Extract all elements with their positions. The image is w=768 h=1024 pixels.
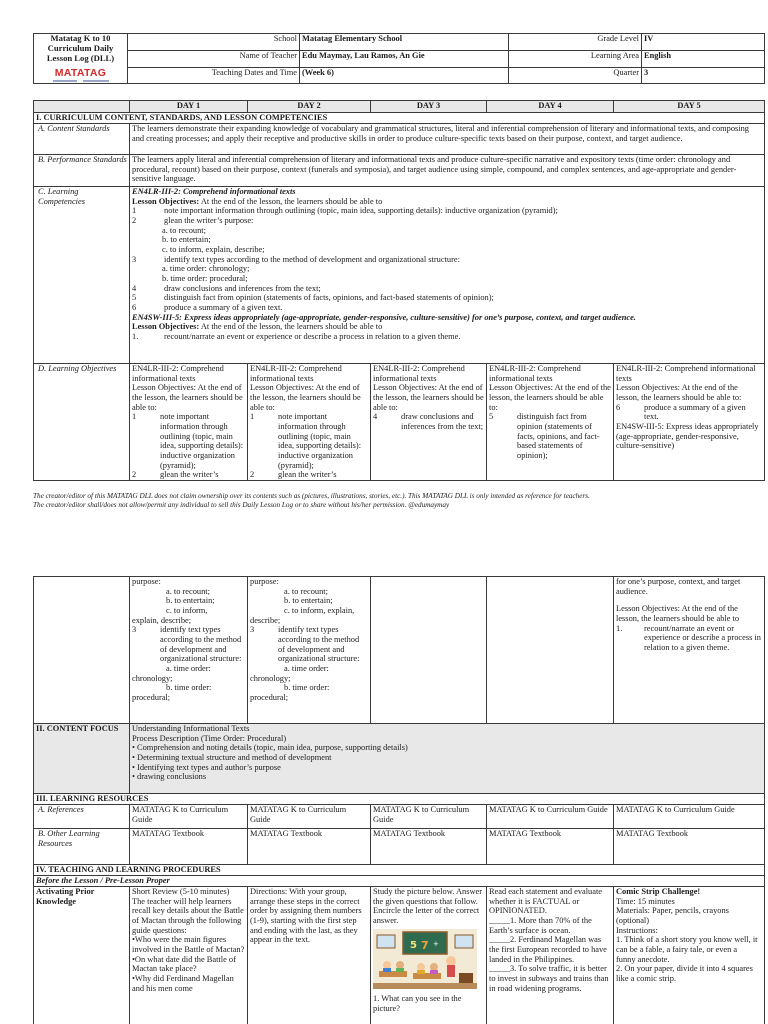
section-resources-heading: III. LEARNING RESOURCES [34,794,765,805]
school-label: School [128,34,300,51]
learning-area-value: English [642,50,765,67]
item-number: 2 [132,215,137,225]
activity-text: 2. On your paper, divide it into 4 squares [616,964,753,974]
day-5-header: DAY 5 [614,101,765,113]
item-text: glean the writer’s [160,470,219,480]
objective-lead: Lesson Objectives: At the end of the lesson, the learners should be able to: [373,383,484,412]
grade-level-value: IV [642,34,765,51]
objective-lead: Lesson Objectives: At the end of the lesson, the learners should be able to: [250,383,361,412]
other-resource-day-1: MATATAG Textbook [130,829,248,865]
activating-day-5 [614,887,765,1024]
activity-text: •Why did Ferdinand Magellan and his men come [132,973,234,993]
continued-sub: a. time order: [166,663,211,673]
competency-item [132,274,762,284]
item-text: distinguish fact from opinion (statements of facts, opinions, and fact-based statements of opinion); [164,293,494,303]
activity-text: funny anecdote. [616,954,670,964]
objective-code: EN4LR-III-2: Comprehend informational texts [250,364,342,383]
activity-text: like a comic strip. [616,973,677,983]
item-text: produce a summary of a given text. [164,302,283,312]
reference-day-2: MATATAG K to Curriculum Guide [248,805,371,829]
continued-item [616,624,762,653]
competency-2-item [132,332,762,342]
dll-main-table-page2 [33,576,765,1024]
matatag-logo-word: MATATAG [54,66,107,79]
content-focus-bullet: • Comprehension and noting details (topic, main idea, purpose, supporting details) [132,743,408,753]
item-text: identify text types according to the method of development and organizational structure: [160,625,242,664]
svg-text:7: 7 [421,938,429,952]
item-text: identify text types according to the method of development and organizational structure: [164,254,460,264]
competency-item [132,216,762,226]
objectives-lead-2-bold: Lesson Objectives: [132,322,200,332]
objective-code: EN4LR-III-2: Comprehend informational texts [373,364,465,383]
section-curriculum-heading: I. CURRICULUM CONTENT, STANDARDS, AND LESSON COMPETENCIES [34,113,765,124]
objective-item [489,412,611,460]
continued-text: describe; [250,615,281,625]
day-1-header: DAY 1 [130,101,248,113]
item-number: 2 [132,470,137,480]
item-text: recount/narrate an event or experience or describe a process in relation to a given theme. [164,331,461,341]
reference-day-3: MATATAG K to Curriculum Guide [371,805,487,829]
reference-day-4: MATATAG K to Curriculum Guide [487,805,614,829]
objectives-lead-bold: Lesson Objectives: [132,196,200,206]
item-text: glean the writer’s [278,470,337,480]
copyright-note [33,492,764,510]
objectives-day-3 [371,364,487,481]
competency-item [132,226,762,236]
dll-header-table [33,33,765,84]
continued-text: procedural; [250,692,289,702]
objective-lead: Lesson Objectives: At the end of the lesson, the learners should be able to: [489,383,611,412]
activating-day-2: Directions: With your group, arrange these steps in the correct order by assigning them numbers (1-9), starting with the first step and ending with the last, as they appear in the text. [248,887,371,1024]
continued-label-cell [34,577,130,724]
svg-text:5: 5 [410,939,417,951]
day-2-header: DAY 2 [248,101,371,113]
item-text: a. time order: chronology; [162,264,250,274]
teaching-dates-label: Teaching Dates and Time [128,67,300,83]
competency-list [132,206,762,312]
school-value: Matatag Elementary School [300,34,509,51]
item-text: recount/narrate an event or experience or describe a process in relation to a given theme. [644,623,761,652]
teacher-value: Edu Maymay, Lau Ramos, An Gie [300,50,509,67]
activity-text: can be a fable, a fairy tale, or even a [616,944,738,954]
learning-objectives-label: D. Learning Objectives [34,364,130,481]
dll-title: Matatag K to 10 Curriculum Daily Lesson Log (DLL) [46,33,115,63]
activity-text: Instructions: [616,925,658,935]
item-text: glean the writer’s purpose: [164,215,254,225]
continued-text: chronology; [250,673,291,683]
grade-level-label: Grade Level [509,34,642,51]
item-text: note important information through outlining (topic, main idea, supporting details): inductive organization (pyramid); [278,412,362,470]
objective-tail: EN4SW-III-5: Express ideas appropriately (age-appropriate, gender-responsive, culture-sensitive) [616,421,759,451]
item-number: 1 [132,412,137,422]
competency-item [132,235,762,245]
teacher-label: Name of Teacher [128,50,300,67]
objective-item [616,403,762,422]
logo-tagline-icon [53,80,109,83]
performance-standards-text: The learners apply literal and inferential comprehension of literary and informational texts and produce culture-specific narrative and expository texts (time order: chronology and procedural, recount) based on their purpose, context (funerals and symposia), and target audience using simple, compound, and complex sentences, and age-appropriate and gender-sensitive language. [130,155,765,187]
item-text: distinguish fact from opinion (statements of facts, opinions, and fact-based statements of opinion); [517,412,600,460]
activating-day-3 [371,887,487,1024]
objective-code: EN4LR-III-2: Comprehend informational texts [489,364,581,383]
competency-item [132,284,762,294]
dll-title-cell [34,34,128,84]
other-resource-day-4: MATATAG Textbook [487,829,614,865]
competency-code-2-b: purpose, context, and target audience. [504,312,636,322]
activating-prior-knowledge-label: Activating Prior Knowledge [34,887,130,1024]
objective-lead: Lesson Objectives: At the end of the lesson, the learners should be able to: [616,383,742,402]
objectives-day-5 [614,364,765,481]
content-focus-cell [130,724,765,794]
competency-item [132,245,762,255]
competency-code-1: EN4LR-III-2: Comprehend informational texts [132,187,296,196]
competency-item [132,206,762,216]
competency-item [132,255,762,265]
activity-text: •Who were the main figures involved in the Battle of Mactan? [132,935,245,954]
competency-item [132,293,762,303]
competency-objectives-lead [132,197,762,207]
item-number: 1 [250,412,255,422]
objective-item [250,470,368,480]
content-focus-bullet: • Determining textual structure and method of development [132,752,332,762]
competency-item [132,303,762,313]
other-resource-day-2: MATATAG Textbook [248,829,371,865]
activity-text: Time: 15 minutes [616,896,675,906]
continued-objectives-day-5 [614,577,765,724]
continued-sub: b. time order: [284,683,330,693]
continued-objectives-day-1 [130,577,248,724]
activity-text: The teacher will help learners recall key details about the Battle of Mactan through the following guide questions: [132,896,244,935]
continued-item [132,625,245,664]
copyright-note-line-1: The creator/editor of this MATATAG DLL does not claim ownership over its contents such as (pictures, illustrations, stories, etc.). This MATATAG DLL is only intended as reference for teachers. [33,492,590,500]
item-number: 3 [250,625,255,635]
item-number: 6 [616,402,621,412]
continued-sub: a. to recount; [284,586,328,596]
continued-sub: a. to recount; [166,586,210,596]
objectives-day-4 [487,364,614,481]
activating-day-1 [130,887,248,1024]
learning-area-label: Learning Area [509,50,642,67]
activity-text: _____1. More than 70% of the Earth’s surface is ocean. [489,915,592,935]
item-text: identify text types according to the method of development and organizational structure: [278,625,360,664]
continued-sub: b. time order: [166,683,212,693]
item-number: 4 [132,283,137,293]
item-number: 6 [132,302,137,312]
objective-code: EN4LR-III-2: Comprehend informational texts [616,364,756,383]
item-text: b. time order: procedural; [162,273,248,283]
item-number: 4 [373,412,378,422]
continued-objectives-day-3 [371,577,487,724]
activity-text: Study the picture below. Answer the given questions that follow. Encircle the letter of the correct answer. [373,887,483,925]
item-number: 1. [132,331,139,341]
continued-text: purpose: [250,577,279,586]
reference-day-1: MATATAG K to Curriculum Guide [130,805,248,829]
objectives-lead-rest: At the end of the lesson, the learners should be able to [199,196,383,206]
day-header-row [34,101,765,113]
continued-sub: c. to inform, [166,605,208,615]
activity-text: _____2. Ferdinand Magellan was the first European recorded to have landed in the Philippines. [489,935,607,964]
item-number: 3 [132,625,137,635]
content-focus-bullet: • Identifying text types and author’s purpose [132,762,281,772]
continued-text: procedural; [132,692,171,702]
activity-text: Materials: Paper, pencils, crayons (optional) [616,906,729,925]
item-number: 2 [250,470,255,480]
item-number: 5 [489,412,494,422]
quarter-label: Quarter [509,67,642,83]
performance-standards-label: B. Performance Standards [34,155,130,187]
item-number: 5 [132,293,137,303]
reference-day-5: MATATAG K to Curriculum Guide [614,805,765,829]
content-focus-line: Understanding Informational Texts [132,724,250,733]
continued-item [250,625,368,664]
item-text: note important information through outlining (topic, main idea, supporting details): inductive organization (pyramid); [164,206,558,216]
continued-text: explain, describe; [132,615,192,625]
item-text: note important information through outlining (topic, main idea, supporting details): inductive organization (pyramid); [160,412,244,470]
other-resource-day-5: MATATAG Textbook [614,829,765,865]
objective-item [132,470,245,480]
learning-competencies-label: C. Learning Competencies [34,187,130,364]
item-number: 3 [132,254,137,264]
activity-text: •On what date did the Battle of Mactan take place? [132,954,236,974]
competency-code-2-a: EN4SW-III-5: Express ideas appropriately (age-appropriate, gender-responsive, culture-sensitive) for one’s [132,312,505,322]
objective-item [132,412,245,470]
item-text: draw conclusions and inferences from the text; [401,412,484,431]
svg-text:+: + [433,939,439,948]
references-label: A. References [34,805,130,829]
continued-objectives-day-4 [487,577,614,724]
day-4-header: DAY 4 [487,101,614,113]
activity-text: Read each statement and evaluate whether it is FACTUAL or OPINIONATED. [489,887,603,916]
continued-text: chronology; [132,673,173,683]
activity-question: 1. What can you see in the picture? [373,994,462,1013]
content-focus-heading: II. CONTENT FOCUS [34,724,130,794]
content-standards-label: A. Content Standards [34,124,130,155]
competency-item [132,264,762,274]
item-text: a. to recount; [162,225,206,235]
continued-sub: a. time order: [284,663,329,673]
classroom-illustration [373,929,477,989]
item-text: produce a summary of a given text. [644,402,746,422]
learning-competencies-cell [130,187,765,364]
competency-code-2 [132,313,762,323]
before-lesson-heading: Before the Lesson / Pre-Lesson Proper [34,876,765,887]
item-text: c. to inform, explain, describe; [162,244,265,254]
continued-objectives-day-2 [248,577,371,724]
objectives-lead-2-rest: At the end of the lesson, the learners should be able to [199,322,383,332]
item-text: draw conclusions and inferences from the text; [164,283,321,293]
content-focus-bullet: • drawing conclusions [132,772,207,782]
activity-text: 1. Think of a short story you know well, it [616,935,758,945]
activating-day-4 [487,887,614,1024]
continued-sub: b. to entertain; [166,596,215,606]
item-text: b. to entertain; [162,235,211,245]
quarter-value: 3 [642,67,765,83]
copyright-note-line-2: The creator/editor shall/does not allow/permit any individual to sell this Daily Lesson Log or to share without his/her permission. @edumaymay [33,501,450,509]
objective-item [250,412,368,470]
activity-title: Comic Strip Challenge! [616,887,701,896]
objective-lead: Lesson Objectives: At the end of the lesson, the learners should be able to: [132,383,243,412]
objectives-day-2 [248,364,371,481]
continued-text: purpose: [132,577,161,586]
day-3-header: DAY 3 [371,101,487,113]
content-focus-line: Process Description (Time Order: Procedural) [132,733,287,743]
continued-sub: c. to inform, explain, [284,605,355,615]
objectives-day-1 [130,364,248,481]
section-procedures-heading: IV. TEACHING AND LEARNING PROCEDURES [34,865,765,876]
competency-objectives-lead-2 [132,322,762,332]
activity-text: _____3. To solve traffic, it is better to invest in subways and trains than in road widening programs. [489,964,609,993]
teaching-dates-value: (Week 6) [300,67,509,83]
content-standards-text: The learners demonstrate their expanding knowledge of vocabulary and grammatical structures, literal and inferential comprehension of literary and informational texts, and composing and creating processes; and apply their receptive and productive skills in order to produce culture-specific texts based on their purpose, context, and target audience. [130,124,765,155]
item-number: 1. [616,623,623,633]
other-resources-label: B. Other Learning Resources [34,829,130,865]
dll-main-table-page1 [33,100,765,481]
continued-text: Lesson Objectives: At the end of the lesson, the learners should be able to [616,604,740,623]
objective-item [373,412,484,431]
objective-code: EN4LR-III-2: Comprehend informational texts [132,364,224,383]
other-resource-day-3: MATATAG Textbook [371,829,487,865]
matatag-logo [36,67,125,83]
item-number: 1 [132,206,137,216]
continued-text: for one’s purpose, context, and target audience. [616,577,741,596]
activity-text: Short Review (5-10 minutes) [132,887,230,896]
continued-sub: b. to entertain; [284,596,333,606]
